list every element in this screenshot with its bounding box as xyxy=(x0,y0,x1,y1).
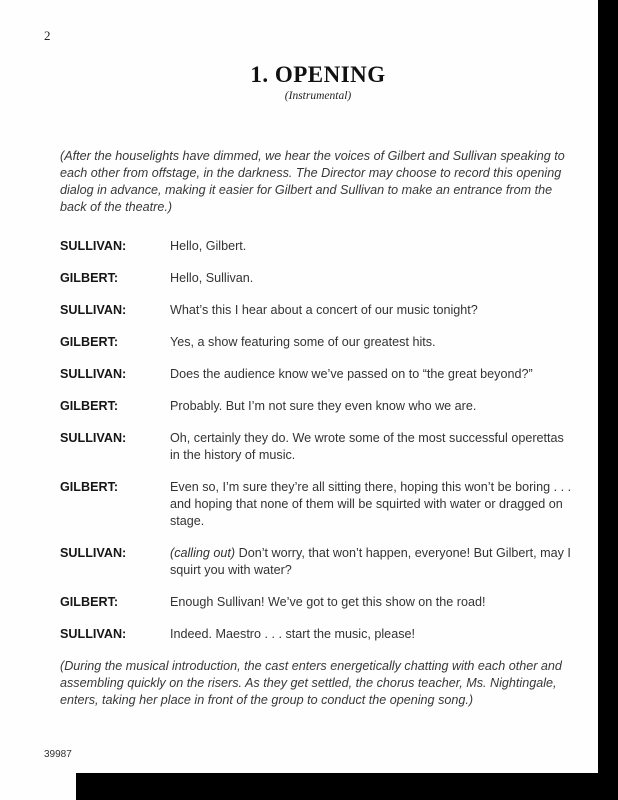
page-content xyxy=(60,0,576,709)
opening-stage-direction: (After the houselights have dimmed, we hear the voices of Gilbert and Sullivan speaking to each other from offstage, in the darkness. The Director may choose to record this opening dialog in advance, making it easier for Gilbert and Sullivan to make an entrance from the back of the theatre.) xyxy=(60,149,565,214)
speaker-name: GILBERT: xyxy=(60,480,119,494)
dialogue-line: Oh, certainly they do. We wrote some of the most successful operettas in the history of music. xyxy=(170,431,564,462)
scan-edge-bottom xyxy=(76,773,618,800)
speaker-name: SULLIVAN: xyxy=(60,431,127,445)
song-subtitle: (Instrumental) xyxy=(284,90,352,102)
speaker-name: SULLIVAN: xyxy=(60,239,127,253)
scan-edge-right xyxy=(598,0,618,800)
speaker-name: GILBERT: xyxy=(60,399,119,413)
dialogue-row xyxy=(60,594,576,611)
dialogue-row xyxy=(60,334,576,351)
dialogue-line: Even so, I’m sure they’re all sitting there, hoping this won’t be boring . . . and hoping that none of them will be squirted with water or dragged on stage. xyxy=(170,480,572,528)
page-number: 2 xyxy=(44,28,51,43)
page-title: 1. OPENING xyxy=(250,62,386,87)
dialogue-row xyxy=(60,430,576,464)
dialogue-line: Hello, Sullivan. xyxy=(170,271,254,285)
dialogue-row xyxy=(60,479,576,530)
dialogue-row xyxy=(60,366,576,383)
dialogue-row xyxy=(60,626,576,643)
inline-stage-direction: (calling out) xyxy=(170,546,239,560)
dialogue-row xyxy=(60,270,576,287)
speaker-name: SULLIVAN: xyxy=(60,303,127,317)
speaker-name: GILBERT: xyxy=(60,595,119,609)
dialogue-line: Indeed. Maestro . . . start the music, please! xyxy=(170,627,415,641)
speaker-name: GILBERT: xyxy=(60,335,119,349)
dialogue-line: Yes, a show featuring some of our greatest hits. xyxy=(170,335,436,349)
dialogue-line: Enough Sullivan! We’ve got to get this show on the road! xyxy=(170,595,486,609)
dialogue-line: What’s this I hear about a concert of our music tonight? xyxy=(170,303,478,317)
dialogue-row xyxy=(60,545,576,579)
closing-stage-direction: (During the musical introduction, the cast enters energetically chatting with each other and assembling quickly on the risers. As they get settled, the chorus teacher, Ms. Nightingale, enters, taking her place in front of the group to conduct the opening song.) xyxy=(60,659,562,707)
speaker-name: GILBERT: xyxy=(60,271,119,285)
speaker-name: SULLIVAN: xyxy=(60,627,127,641)
dialogue-line: (calling out) Don’t worry, that won’t happen, everyone! But Gilbert, may I squirt you with water? xyxy=(170,546,571,577)
dialogue-row xyxy=(60,238,576,255)
footer-code: 39987 xyxy=(44,749,72,760)
dialogue-line: Does the audience know we’ve passed on to “the great beyond?” xyxy=(170,367,533,381)
dialogue-list xyxy=(60,238,576,643)
dialogue-line: Hello, Gilbert. xyxy=(170,239,247,253)
speaker-name: SULLIVAN: xyxy=(60,546,127,560)
dialogue-row xyxy=(60,302,576,319)
dialogue-line: Probably. But I’m not sure they even know who we are. xyxy=(170,399,477,413)
dialogue-row xyxy=(60,398,576,415)
speaker-name: SULLIVAN: xyxy=(60,367,127,381)
